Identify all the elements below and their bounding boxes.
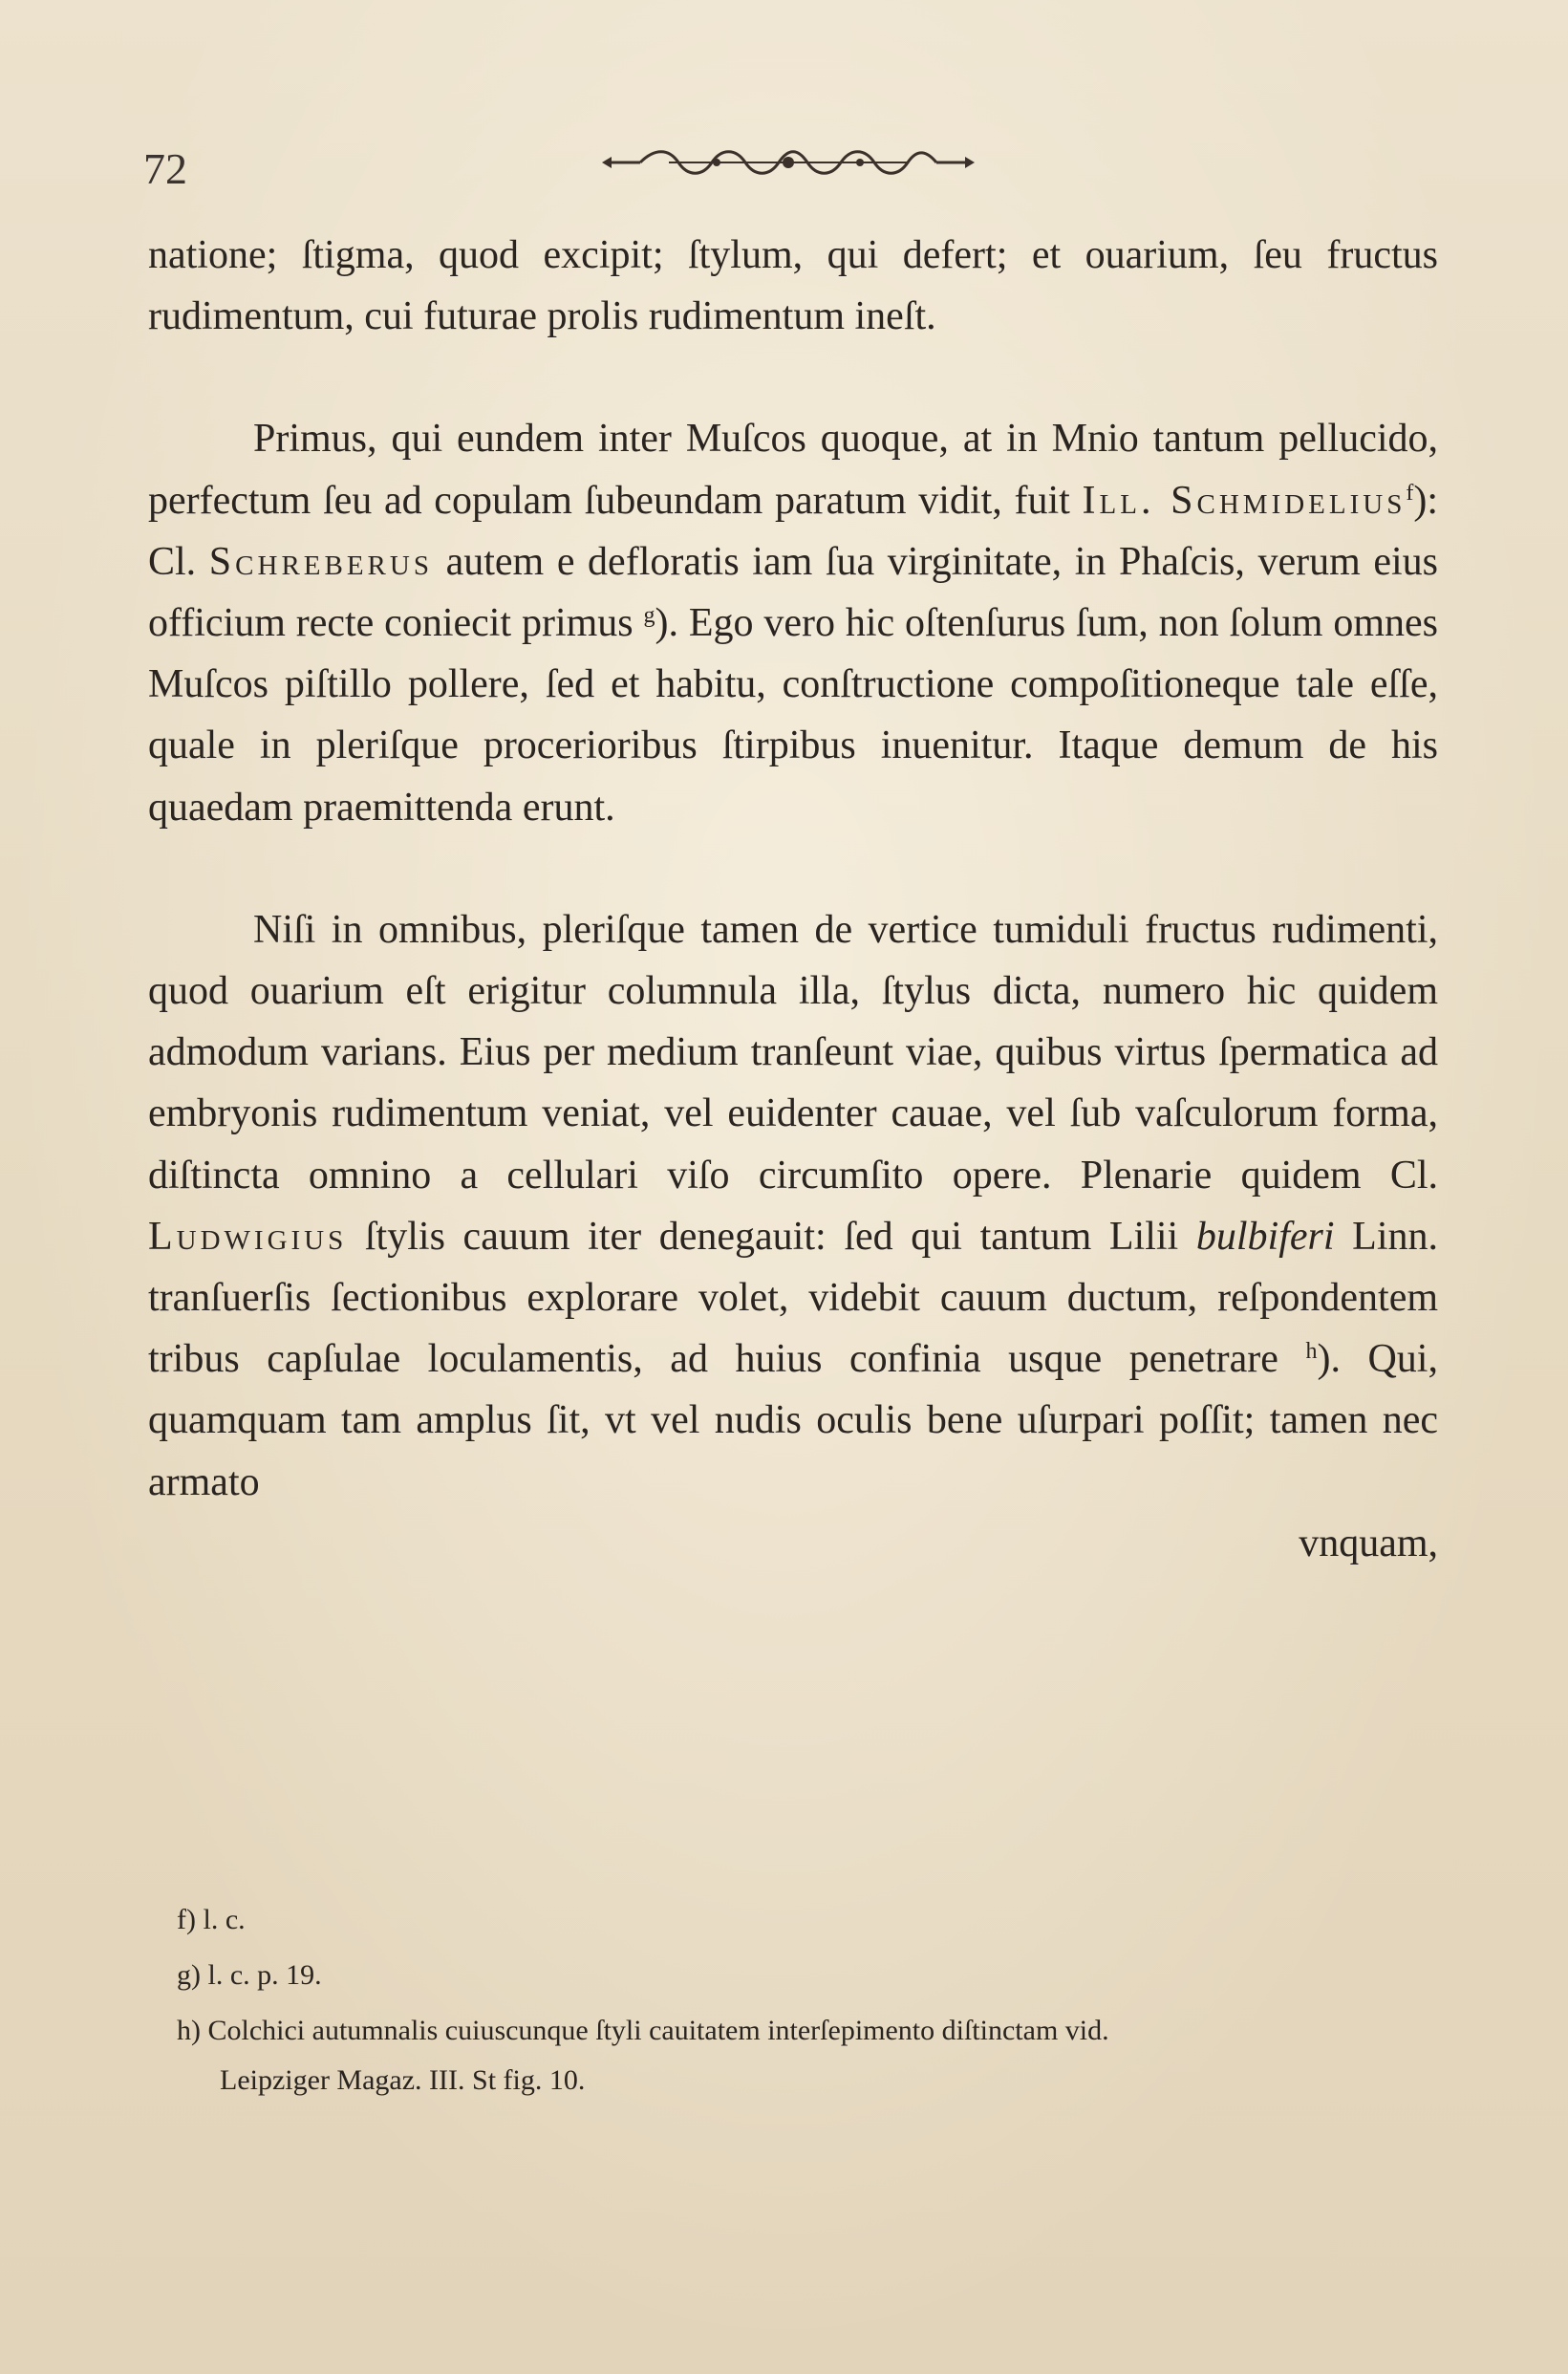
author-name: Schreberus xyxy=(208,539,433,584)
text-run: ). Ego vero hic oſtenſurus ſum, non ſolum omnes Muſcos piſtillo pollere, ſed et habitu, conſtructione compoſitioneque tale eſſe, quale in pleriſque procerioribus ſtirpibus inuenitur. Itaque demum de his quaedam praemittenda erunt. xyxy=(148,601,1439,830)
footnote-text: l. c. p. 19. xyxy=(201,1959,322,1991)
text-run: Niſi in omnibus, pleriſque tamen de vertice tumiduli fructus rudimenti, quod ouarium eſt erigitur columnula illa, ſtylus dicta, numero hic quidem admodum varians. Eius per medium tranſeunt viae, quibus virtus ſpermatica ad embryonis rudimentum veniat, vel euidenter cauae, vel ſub vaſculorum forma, diſtincta omnino a cellulari viſo circumſito opere. Plenarie quidem Cl. xyxy=(148,907,1438,1198)
paragraph xyxy=(148,899,1438,1513)
text-run: Linn. tranſuerſis ſectionibus explorare volet, videbit cauum ductum, reſpondentem tribus capſulae loculamentis, ad huius confinia usque penetrare xyxy=(148,1214,1438,1382)
footnotes xyxy=(177,1892,1448,2108)
footnote-text: Colchici autumnalis cuiuscunque ſtyli cauitatem interſepimento diſtinctam vid. xyxy=(201,2015,1109,2046)
text-run: natione; ſtigma, quod excipit; ſtylum, qui defert; et ouarium, ſeu fructus rudimentum, cui futurae prolis rudimentum ineſt. xyxy=(148,233,1438,339)
text-run: autem e defloratis iam ſua virginitate, in Phaſcis, verum eius officium recte coniecit primus xyxy=(148,539,1438,646)
footnote xyxy=(177,1948,1448,2003)
author-name: Ill. Schmidelius xyxy=(1082,478,1407,523)
footnote-ref: f xyxy=(1406,480,1414,506)
footnote-ref: h xyxy=(1305,1339,1318,1365)
author-name: Ludwigius xyxy=(148,1214,348,1259)
ornament-icon xyxy=(602,143,975,182)
footnote-continuation: Leipziger Magaz. III. St fig. 10. xyxy=(220,2064,586,2096)
paragraph xyxy=(148,408,1438,837)
footnote-mark: g) xyxy=(177,1959,201,1991)
italic-term: bulbiferi xyxy=(1195,1214,1335,1259)
text-run: Primus, qui eundem inter Muſcos quoque, at in Mnio tantum pellucido, perfectum ſeu ad copulam ſubeundam paratum vidit, fuit xyxy=(148,417,1438,523)
text-run: ). Qui, quamquam tam amplus ſit, vt vel nudis oculis bene uſurpari poſſit; tamen nec armato xyxy=(148,1337,1438,1504)
footnote-mark: h) xyxy=(177,2015,201,2046)
footnote-ref: g xyxy=(643,603,655,629)
body-text xyxy=(148,225,1438,1574)
footnote xyxy=(177,2003,1448,2059)
catchword: vnquam, xyxy=(1299,1521,1438,1565)
footnote-text: l. c. xyxy=(195,1904,246,1935)
page-number: 72 xyxy=(143,144,187,193)
footnote xyxy=(177,1892,1448,1948)
footnote-mark: f) xyxy=(177,1904,196,1935)
text-run: ſtylis cauum iter denegauit: ſed qui tantum Lilii xyxy=(347,1214,1196,1259)
paragraph xyxy=(148,225,1438,347)
text-run: ): Cl. xyxy=(148,478,1438,584)
page-header xyxy=(143,143,1433,201)
